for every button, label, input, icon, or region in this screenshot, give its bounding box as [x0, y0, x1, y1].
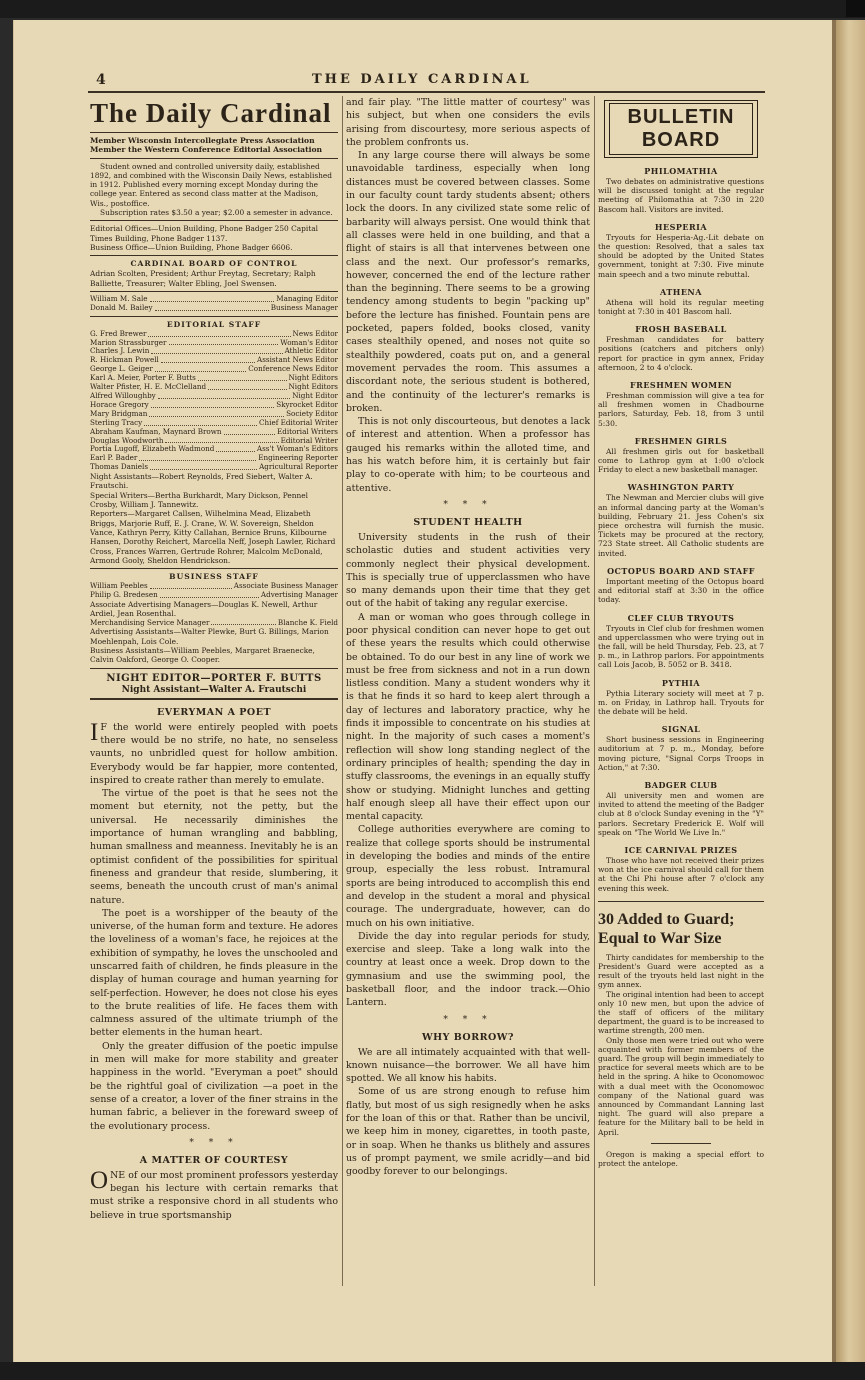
editorial-poet-p4: Only the greater diffusion of the poetic impulse in men will make for more stability and greater happiness in the world. "Everyman a poet" should be the rightful goal of civilization —a poet in the sense of a creator, a lover of the finer strains in the human fabric, a believer in the foreward sweep of the evolutionary process.	[90, 1040, 338, 1132]
staff-row	[90, 591, 338, 600]
adjacent-page-edge	[836, 20, 865, 1362]
masthead-rule	[90, 220, 338, 221]
paragraph-text: NE of our most prominent professors yesterday began his lecture with certain remarks that must strike a responsive chord in all students who believe in true sportsmanship	[90, 1169, 338, 1221]
staff-name: Merchandising Service Manager	[90, 617, 210, 627]
staff-name: Marion Strassburger	[90, 337, 167, 347]
staff-role: Chief Editorial Writer	[259, 417, 338, 427]
bulletin-item-title: ICE CARNIVAL PRIZES	[624, 844, 738, 855]
staff-role: News Editor	[292, 328, 338, 338]
running-head: THE DAILY CARDINAL	[312, 72, 532, 87]
staff-role: Night Editors	[288, 373, 338, 383]
short-rule	[651, 1143, 711, 1144]
guard-p1: Thirty candidates for membership to the President's Guard were accepted as a result of the tryouts held last night in the gym annex.	[598, 952, 764, 990]
staff-role: Conference News Editor	[248, 364, 338, 374]
masthead-members: Member Wisconsin Intercollegiate Press Association Member the Western Conference Editorial Association	[90, 136, 323, 155]
staff-name: G. Fred Brewer	[90, 328, 147, 338]
bulletin-item-text: Freshman candidates for battery positions (catchers and pitchers only) report for practice in gym annex, Friday afternoon, 2 to 4 o'clock.	[598, 335, 764, 372]
board-heading: CARDINAL BOARD OF CONTROL	[130, 259, 298, 269]
staff-role: Associate Business Manager	[233, 581, 338, 591]
bulletin-item-text: Pythia Literary society will meet at 7 p. m. on Friday, in Lathrop hall. Tryouts for the debate will be held.	[598, 688, 764, 716]
night-assistants: Night Assistants—Robert Reynolds, Fred Siebert, Walter A. Frautschi.	[90, 472, 313, 491]
guard-headline: 30 Added to Guard; Equal to War Size	[598, 910, 735, 947]
staff-role: Agricultural Reporter	[259, 462, 338, 472]
bulletin-item-title: OCTOPUS BOARD AND STAFF	[607, 565, 755, 576]
column-2	[346, 96, 590, 1296]
staff-name: Douglas Woodworth	[90, 435, 164, 445]
courtesy-continued: and fair play. "The little matter of courtesy" was his subject, but when one considers the evils arising from discourtesy, more serious aspects of the problem confronts us.	[346, 97, 590, 148]
bulletin-item-text: Two debates on administrative questions will be discussed tonight at the regular meeting of Philomathia at 7:30 in 220 Bascom hall. Visitors are invited.	[598, 177, 764, 214]
reporters: Reporters—Margaret Callsen, Wilhelmina Mead, Elizabeth Briggs, Marjorie Ruff, E. J. Crane, W. W. Sovereign, Sheldon Vance, Kathryn Perry, Kitty Callahan, Bernice Bruns, Kilbourne Hansen, Dorothy Reichert, Marcella Neff, Joseph Lawler, Richard Cross, Frances Warren, Gertrude Rohrer, Malcolm McDonald, Armond Gooly, Sheldon Hendrickson.	[90, 509, 336, 565]
scan-top-edge	[0, 0, 865, 18]
business-staff-heading: BUSINESS STAFF	[169, 572, 259, 582]
editorial-health-title: STUDENT HEALTH	[413, 516, 523, 528]
bulletin-item-text: All university men and women are invited to attend the meeting of the Badger club at 8 o'clock Sunday evening in the "Y" parlors. Secretary Frederick E. Wolf will speak on "The World We Live In."	[598, 790, 764, 837]
business-office: Business Office—Union Building, Phone Badger 6606.	[90, 242, 293, 252]
bulletin-item-title: FROSH BASEBALL	[635, 324, 727, 335]
staff-name: George L. Geiger	[90, 364, 153, 374]
editorial-borrow-title: WHY BORROW?	[421, 1031, 515, 1043]
health-p4: Divide the day into regular periods for study, exercise and sleep. Take a long walk into the country at least once a week. Drop down to the gymnasium and use the swimming pool, the basketball floor, and the indoor track.—Ohio Lantern.	[346, 930, 590, 1009]
staff-role: Advertising Manager	[260, 590, 338, 600]
night-editor: NIGHT EDITOR—PORTER F. BUTTS	[106, 672, 322, 684]
staff-name: Karl A. Meier, Porter F. Butts	[90, 373, 196, 383]
staff-name: R. Hickman Powell	[90, 355, 159, 365]
masthead-rule	[90, 568, 338, 569]
masthead-title: The Daily Cardinal	[90, 98, 332, 128]
health-p1: University students in the rush of their scholastic duties and student activities very commonly neglect their physical development. This is specially true of upperclassmen who have so many demands upon their time that they get out of the habit of taking any regular exercise.	[346, 531, 590, 610]
staff-name: Donald M. Bailey	[90, 302, 153, 312]
staff-name: Philip G. Bredesen	[90, 590, 158, 600]
masthead-about: Student owned and controlled university daily, established 1892, and combined with the Wisconsin Daily News, established in 1912. Published every morning except Monday during the college year. Entered as second class matter at the Madison, Wis., postoffice.	[90, 161, 333, 208]
bus-assistants: Business Assistants—William Peebles, Margaret Braenecke, Calvin Oakford, George O. Cooper.	[90, 646, 315, 665]
staff-name: Horace Gregory	[90, 399, 149, 409]
staff-role: Business Manager	[270, 302, 338, 312]
header-rule	[88, 91, 765, 93]
section-stars: * * *	[189, 1137, 239, 1148]
bulletin-item-title: HESPERIA	[654, 221, 708, 232]
staff-name: Alfred Willoughby	[90, 391, 156, 401]
bulletin-item-title: PYTHIA	[661, 677, 701, 688]
staff-name: William Peebles	[90, 581, 148, 591]
masthead-rule	[90, 158, 338, 159]
staff-role: Society Editor	[286, 408, 338, 418]
guard-p2: The original intention had been to accept only 10 new men, but upon the advice of the staff of officers of the military department, the guard is to be increased to wartime strength, 200 men.	[598, 989, 764, 1036]
bulletin-item-text: The Newman and Mercier clubs will give an informal dancing party at the Woman's building, February 21. Jess Cohen's six piece orchestra will furnish the music. Tickets may be procured at the rectory, 723 State street. All Catholic students are invited.	[598, 493, 764, 558]
guard-p3: Only those men were tried out who were acquainted with former members of the guard. The group will begin immediately to practice for several meets which are to be held in the spring. A hike to Oconomowoc with a dual meet with the Oconomowoc company of the National guard was announced by Commandant Lanning last night. The guard will also prepare a feature for the Military ball to be held in April.	[598, 1035, 764, 1137]
scan-bottom-edge	[0, 1362, 865, 1380]
bulletin-list	[598, 166, 764, 893]
staff-role: Assistant News Editor	[257, 355, 338, 365]
editorial-courtesy-title: A MATTER OF COURTESY	[139, 1154, 289, 1166]
editorial-poet-p2: The virtue of the poet is that he sees not the moment but eternity, not the petty, but the universal. He necessarily diminishes the importance of human wrangling and babbling, human smallness and meanness. Inevitably he is an optimist confident of the possibilities for spiritual fineness and grandeur that reside, slumbering, it seems, beneath the uncouth crust of man's animal nature.	[90, 788, 338, 906]
health-p2: A man or woman who goes through college in poor physical condition can never hope to get out of these years the results which could otherwise be obtained. To do our best in any line of work we must be free from sickness and not in a run down listless condition. Many a student wonders why it is that he finds it so hard to keep alert through a day of lectures and laboratory practice, why he finds it impossible to concentrate on his studies at night. In the majority of such cases a moment's reflection will show long standing neglect of the ordinary principles of health; spending the day in stuffy classrooms, the evenings in an equally stuffy show or studying. Midnight lunches and getting half enough sleep all have their effect upon our mental capacity.	[346, 611, 590, 823]
staff-name: William M. Sale	[90, 293, 148, 303]
oregon-note: Oregon is making a special effort to protect the antelope.	[598, 1149, 764, 1169]
section-stars: * * *	[443, 1014, 493, 1025]
drop-cap: O	[90, 1166, 109, 1194]
bulletin-item-title: ATHENA	[660, 286, 702, 297]
adv-assistants: Advertising Assistants—Walter Plewke, Burt G. Billings, Marion Moehlenpah, Lois Cole.	[90, 627, 329, 646]
staff-role: Engineering Reporter	[258, 453, 338, 463]
paragraph-text: F the world were entirely peopled with poets there would be no strife, no hate, no senseless vaunts, no unbridled quest for hollow ambition. Everybody would be far happier, more contented, inspired to create rather than merely to emulate.	[90, 721, 338, 786]
column-1	[90, 96, 338, 1296]
masthead-subscription: Subscription rates $3.50 a year; $2.00 a semester in advance.	[100, 208, 333, 218]
masthead-rule	[90, 698, 338, 700]
staff-name: Charles J. Lewin	[90, 346, 150, 356]
column-rule-1	[342, 96, 343, 1286]
bulletin-item-text: Those who have not received their prizes won at the ice carnival should call for them at the Chi Phi house after 7 o'clock any evening this week.	[598, 855, 764, 893]
bulletin-item-title: FRESHMEN WOMEN	[629, 380, 733, 391]
staff-role: Editorial Writers	[276, 426, 338, 436]
staff-role: Ass't Woman's Editors	[256, 444, 338, 454]
editorial-courtesy-p1	[90, 1166, 338, 1222]
bulletin-item-text: Important meeting of the Octopus board and editorial staff at 3:30 in the office today.	[598, 576, 764, 605]
courtesy-p3: This is not only discourteous, but denotes a lack of interest and attention. When a professor has gauged his remarks within the alloted time, and has his watch before him, it is certainly but fair play to co-operate with him; to be courteous and attentive.	[346, 416, 590, 494]
bulletin-item-title: BADGER CLUB	[644, 779, 718, 790]
staff-row	[90, 463, 338, 472]
masthead-rule	[90, 291, 338, 292]
staff-role: Managing Editor	[276, 293, 338, 303]
bulletin-item-text: Short business sessions in Engineering auditorium at 7 p. m., Monday, before moving picture, "Signal Corps Troops in Action," at 7:30.	[598, 735, 764, 772]
scan-corner	[846, 0, 865, 17]
page-number: 4	[96, 72, 106, 88]
borrow-p2: Some of us are strong enough to refuse him flatly, but most of us sigh resignedly when he asks for the loan of this or that. Rather than be uncivil, we keep him in money, cigarettes, in tooth paste, or in soap. When he thanks us blithely and assures us of prompt payment, we smile acridly—and bid goodby forever to our belongings.	[346, 1086, 590, 1178]
drop-cap: I	[90, 718, 99, 746]
bulletin-item-text: Athena will hold its regular meeting tonight at 7:30 in 401 Bascom hall.	[598, 297, 764, 317]
bulletin-item-title: WASHINGTON PARTY	[627, 482, 735, 493]
staff-row	[90, 304, 338, 313]
courtesy-p2: In any large course there will always be some unavoidable tardiness, especially when long distances must be covered between classes. Some in our faculty count tardy students absent; others lock the doors. In any civilized state some relic of barbarity will always persist. One would think that all classes were held in one building, and that a flight of stairs is all that intervenes between one class and the next. Our professor's remarks, however, concerned the end of the lecture rather than the beginning. There seems to be a growing tendency among students to begin "packing up" before the lecture has finished. Fountain pens are pocketed, papers folded, books closed, vanity cases stealthily opened, and noses not quite so stealthily powdered, coats put on, and a general movement pervades the room. This assumes a discordant note, the serious student is bothered, and the continuity of the lecturer's remarks is broken.	[346, 150, 590, 414]
staff-role: Blanche K. Field	[277, 617, 338, 627]
editorial-poet-p3: The poet is a worshipper of the beauty of the universe, of the human form and texture. He adores the loveliness of a woman's face, he rejoices at the exhibition of sympathy, he loves the unschooled and unscarred faith of children, he finds pleasure in the display of human courage and human yearning for self-perfection. However, he does not close his eyes to the brute realities of life. He faces them with calmness assured of the ultimate triumph of the better elements in the human heart.	[90, 907, 338, 1039]
borrow-p1: We are all intimately acquainted with that well-known nuisance—the borrower. We all have him spotted. We all know his habits.	[346, 1046, 590, 1085]
staff-name: Abraham Kaufman, Maynard Brown	[90, 426, 222, 436]
staff-name: Earl P. Bader	[90, 453, 138, 463]
bulletin-item-title: SIGNAL	[661, 724, 701, 735]
masthead-rule	[90, 668, 338, 669]
bulletin-item-text: Tryouts for Hesperia-Ag.-Lit debate on the question: Resolved, that a sales tax should be adopted by the United States government, tonight at 7:30. Five minute main speech and a two minute rebuttal.	[598, 232, 764, 279]
staff-name: Thomas Daniels	[90, 462, 149, 472]
editorial-staff-list	[90, 330, 338, 473]
editorial-poet-title: EVERYMAN A POET	[156, 706, 272, 718]
bulletin-rule	[598, 901, 764, 902]
bulletin-item-title: FRESHMEN GIRLS	[634, 435, 728, 446]
editorial-staff-heading: EDITORIAL STAFF	[166, 319, 262, 329]
staff-role: Athletic Editor	[284, 346, 338, 356]
assoc-advertising: Associate Advertising Managers—Douglas K. Newell, Arthur Ardiel, Jean Rosenthal.	[90, 599, 318, 619]
bulletin-item-text: Freshman commission will give a tea for all freshmen women in Chadbourne parlors, Saturday, Feb. 18, from 3 until 5:30.	[598, 391, 764, 428]
staff-role: Editorial Writer	[280, 435, 338, 445]
editorial-poet-p1	[90, 718, 338, 787]
bulletin-board-title: BULLETIN BOARD	[609, 103, 753, 155]
staff-name: Sterling Tracy	[90, 417, 143, 427]
masthead-rule	[90, 255, 338, 256]
staff-name: Walter Pfister, H. E. McClelland	[90, 382, 207, 392]
bulletin-item-text: Tryouts in Clef club for freshmen women and upperclassmen who were trying out in the fall, will be held Thursday, Feb. 23, at 7 p. m., in Lathrop parlors. For appointments call Lois Jacob, B. 5052 or B. 3418.	[598, 623, 764, 670]
masthead-rule	[90, 132, 338, 133]
night-assistant: Night Assistant—Walter A. Frautschi	[121, 684, 307, 695]
bulletin-board-box	[604, 100, 758, 158]
staff-role: Skyrocket Editor	[276, 399, 338, 409]
column-rule-2	[594, 96, 595, 1286]
column-3	[598, 96, 764, 1276]
staff-role: Woman's Editor	[280, 337, 338, 347]
staff-row	[90, 619, 338, 628]
staff-role: Night Editor	[292, 391, 338, 401]
bulletin-item-title: PHILOMATHIA	[644, 166, 718, 176]
section-stars: * * *	[443, 499, 493, 510]
masthead-rule	[90, 316, 338, 317]
bulletin-item-title: CLEF CLUB TRYOUTS	[627, 612, 735, 623]
staff-name: Portia Lugoff, Elizabeth Wadmond	[90, 444, 215, 454]
editorial-offices: Editorial Offices—Union Building, Phone Badger 250 Capital Times Building, Phone Badger 1137.	[90, 224, 318, 243]
staff-name: Mary Bridgman	[90, 408, 148, 418]
health-p3: College authorities everywhere are coming to realize that college sports should be instrumental in developing the bodies and minds of the entire group, especially the less robust. Intramural sports are being introduced to accomplish this end and develop in the student a moral and physical courage. The undergraduate, however, can do much on his own initiative.	[346, 824, 590, 929]
staff-role: Night Editors	[288, 382, 338, 392]
board-members: Adrian Scolten, President; Arthur Freytag, Secretary; Ralph Balliette, Treasurer; Walter Ebling, Joel Swensen.	[90, 269, 316, 288]
special-writers: Special Writers—Bertha Burkhardt, Mary Dickson, Pennel Crosby, William J. Tannewitz.	[90, 490, 309, 510]
bulletin-item-text: All freshmen girls out for basketball come to Lathrop gym at 1:00 o'clock Friday to elect a new basketball manager.	[598, 446, 764, 475]
